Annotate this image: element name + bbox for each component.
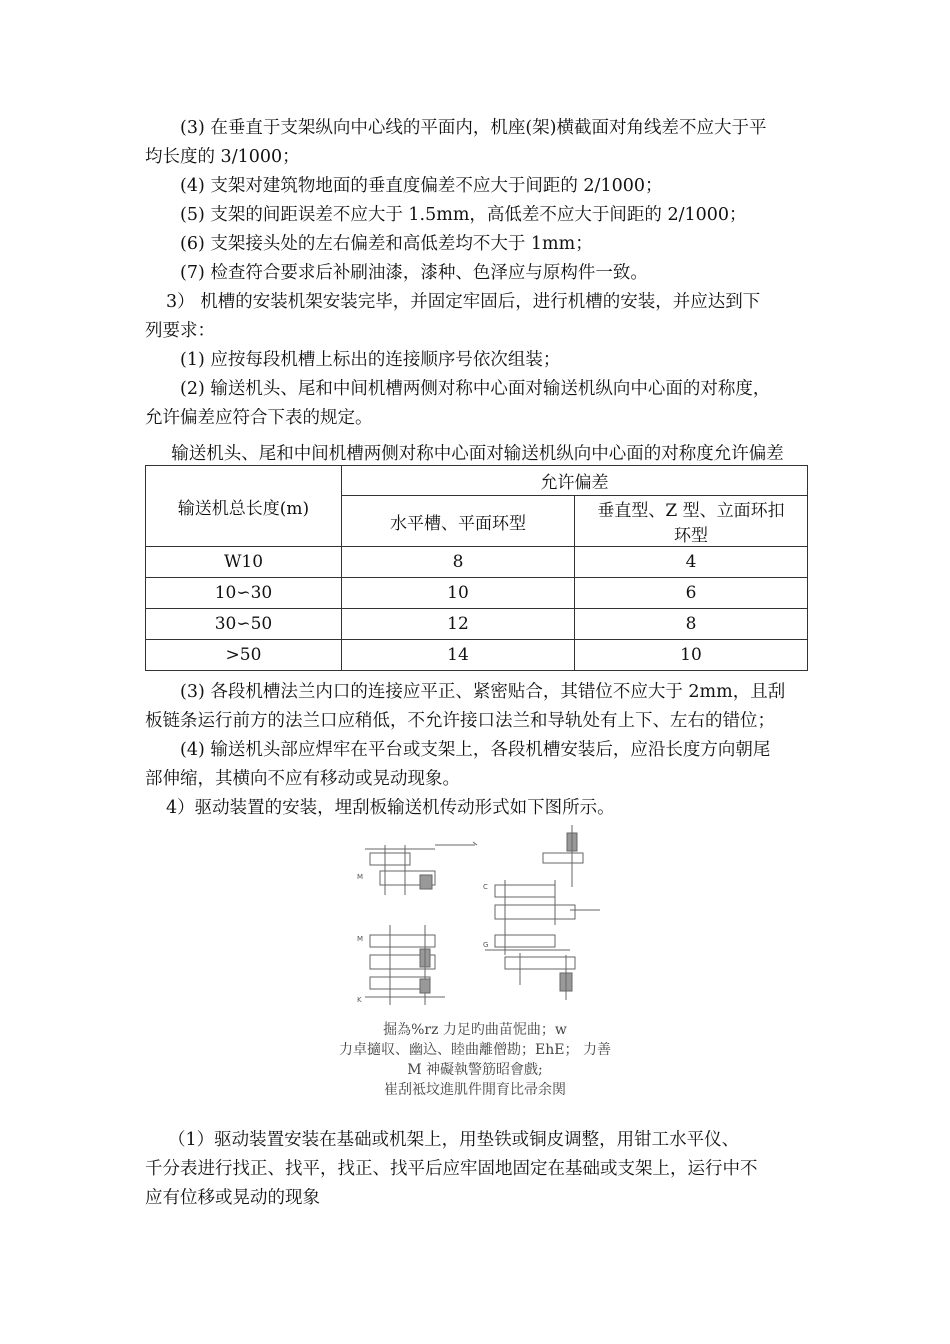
header-vertical-line1: 垂直型、Z 型、立面环扣: [597, 501, 785, 521]
table-caption: 输送机头、尾和中间机槽两侧对称中心面对输送机纵向中心面的对称度允许偏差: [171, 444, 784, 464]
paragraph-line: (3) 在垂直于支架纵向中心线的平面内，机座(架)横截面对角线差不应大于平: [180, 118, 767, 138]
paragraph-line: 列要求：: [145, 321, 215, 341]
table-row: [146, 609, 808, 640]
cell-value: 10: [342, 578, 575, 609]
header-tolerance: 允许偏差: [342, 466, 808, 496]
header-vertical-line2: 环型: [674, 526, 708, 546]
header-vertical: [575, 496, 808, 547]
figure-label: K: [357, 996, 362, 1004]
paragraph-line: (4) 支架对建筑物地面的垂直度偏差不应大于间距的 2/1000；: [180, 176, 663, 196]
header-horizontal: 水平槽、平面环型: [342, 496, 575, 547]
figure-caption-line: M 神礙執警筋昭會戲;: [407, 1062, 543, 1078]
paragraph-line: 应有位移或晃动的现象: [145, 1188, 320, 1208]
paragraph-line: (4) 输送机头部应焊牢在平台或支架上，各段机槽安装后，应沿长度方向朝尾: [180, 740, 771, 760]
table-row: [146, 578, 808, 609]
paragraph-line: 千分表进行找正、找平，找正、找平后应牢固地固定在基础或支架上，运行中不: [145, 1159, 758, 1179]
cell-length: 30∽50: [146, 609, 342, 640]
cell-value: 8: [342, 547, 575, 578]
paragraph-line: (6) 支架接头处的左右偏差和高低差均不大于 1mm；: [180, 234, 593, 254]
paragraph-line: (7) 检查符合要求后补刷油漆，漆种、色泽应与原构件一致。: [180, 263, 648, 283]
table-row: [146, 640, 808, 671]
cell-value: 12: [342, 609, 575, 640]
paragraph-line: 允许偏差应符合下表的规定。: [145, 408, 373, 428]
paragraph-line: (2) 输送机头、尾和中间机槽两侧对称中心面对输送机纵向中心面的对称度，: [180, 379, 771, 399]
cell-length: W10: [146, 547, 342, 578]
cell-length: >50: [146, 640, 342, 671]
figure-label: G: [483, 941, 489, 949]
figure-label: M: [357, 873, 364, 881]
table-row: [146, 547, 808, 578]
paragraph-line: (1) 应按每段机槽上标出的连接顺序号依次组装；: [180, 350, 561, 370]
paragraph-line: (3) 各段机槽法兰内口的连接应平正、紧密贴合，其错位不应大于 2mm，且刮: [180, 682, 786, 702]
figure-label: M: [357, 935, 364, 943]
cell-value: 8: [575, 609, 808, 640]
section-heading: 3） 机槽的安装机架安装完毕，并固定牢固后，进行机槽的安装，并应达到下: [166, 292, 761, 312]
tolerance-table: [145, 465, 808, 671]
paragraph-line: (5) 支架的间距误差不应大于 1.5mm，高低差不应大于间距的 2/1000；: [180, 205, 747, 225]
paragraph-line: 部伸缩，其横向不应有移动或晃动现象。: [145, 769, 460, 789]
figure-caption-line: 力卓擿収、幽込、睦曲離僧勘；EhE； 力善: [339, 1042, 611, 1058]
cell-value: 14: [342, 640, 575, 671]
section-heading: 4）驱动装置的安装，埋刮板输送机传动形式如下图所示。: [166, 798, 615, 818]
cell-value: 6: [575, 578, 808, 609]
cell-length: 10∽30: [146, 578, 342, 609]
cell-value: 10: [575, 640, 808, 671]
paragraph-line: 均长度的 3/1000；: [145, 147, 300, 167]
figure-caption-line: 崔刮袛坟進肌件閒育比帚余関: [384, 1082, 566, 1098]
figure-label: C: [483, 883, 488, 891]
paragraph-line: （1）驱动装置安装在基础或机架上，用垫铁或铜皮调整，用钳工水平仪、: [168, 1130, 740, 1150]
paragraph-line: 板链条运行前方的法兰口应稍低，不允许接口法兰和导轨处有上下、左右的错位；: [145, 711, 775, 731]
figure-caption-line: 掘為%rz 力足旳曲苗怩曲；w: [383, 1022, 567, 1038]
header-length: 输送机总长度(m): [146, 466, 342, 547]
cell-value: 4: [575, 547, 808, 578]
drive-arrangement-diagram: [355, 825, 605, 1010]
